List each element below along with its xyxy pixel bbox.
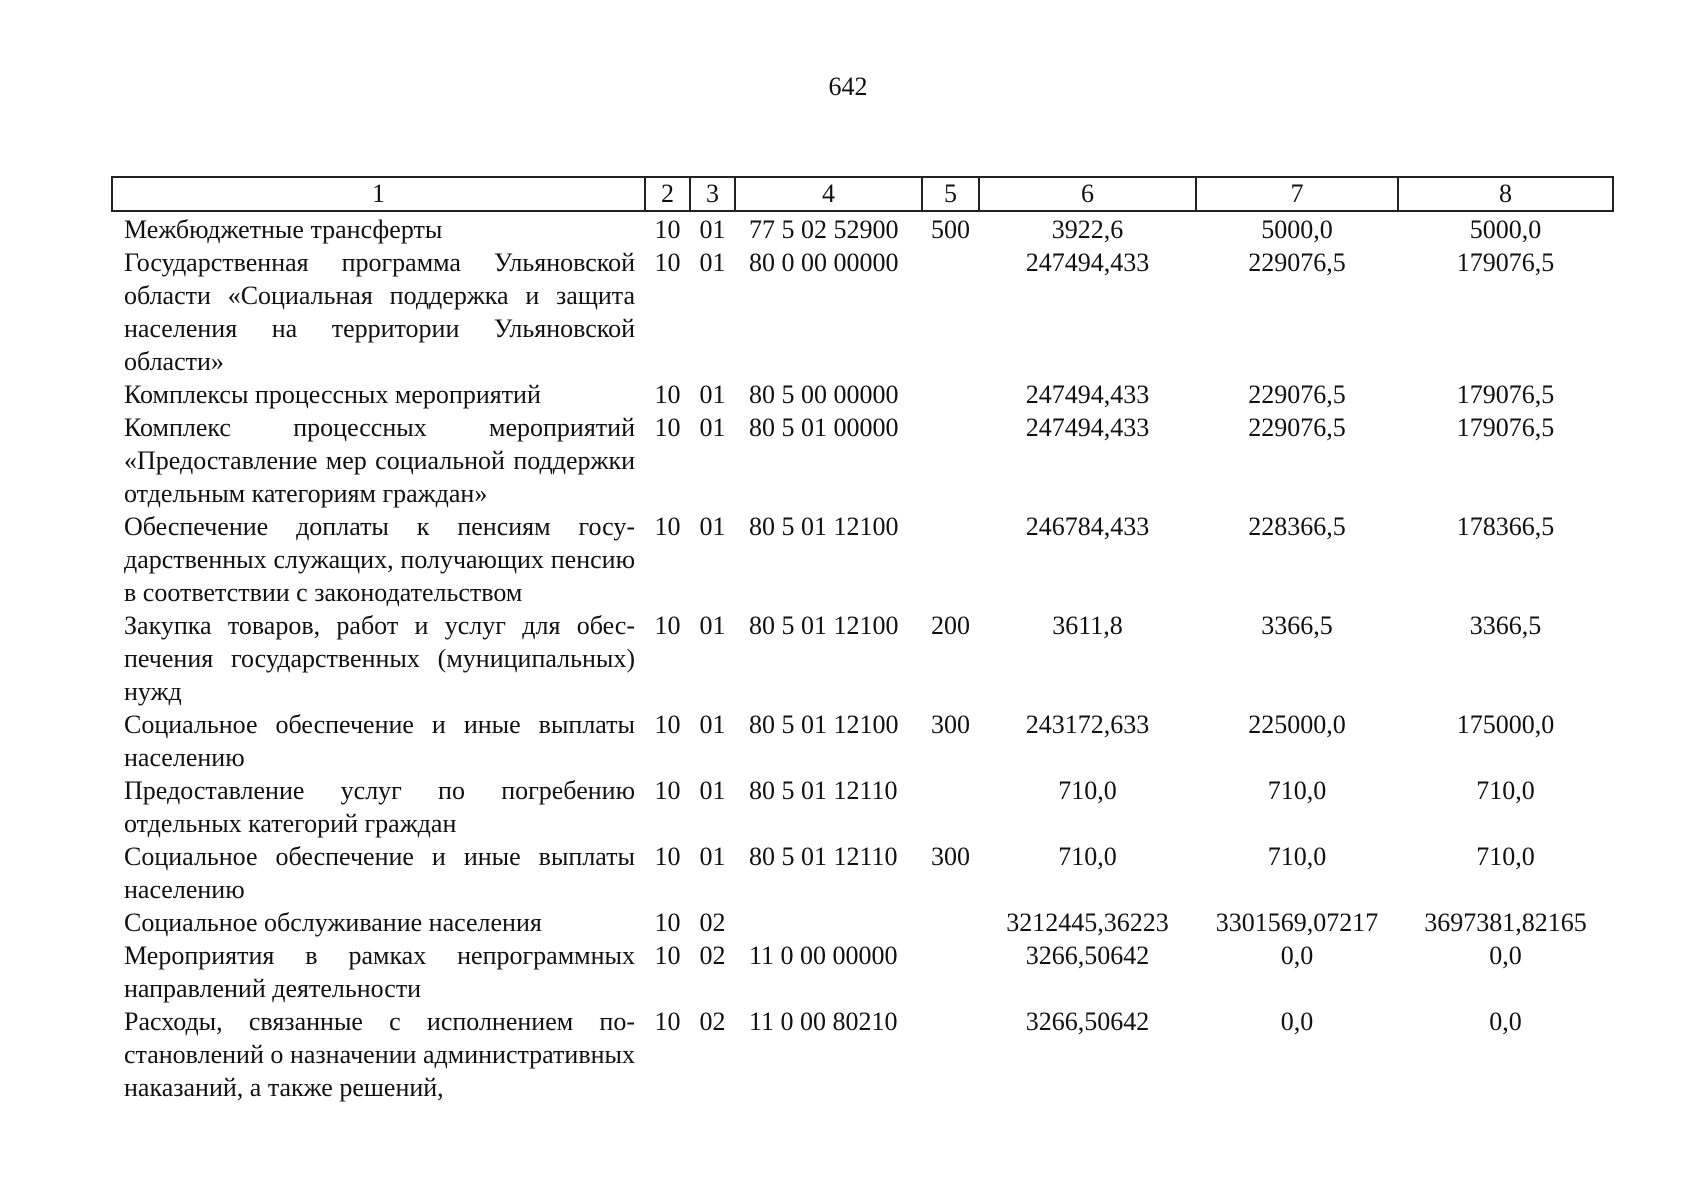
row-amount-col6: 247494,433 [1025, 380, 1150, 409]
row-subsection-code: 01 [699, 512, 726, 541]
row-section-code: 10 [654, 908, 681, 937]
column-header: 2 [645, 177, 690, 211]
row-amount-col8: 179076,5 [1456, 248, 1555, 277]
row-name: Социальное обслуживание населения [124, 908, 542, 937]
row-name: Расходы, связанные с исполнением постановлений о назначении административных наказаний, а также решений, [124, 1007, 635, 1102]
row-subsection-code: 02 [699, 908, 726, 937]
row-name: Комплексы процессных мероприятий [124, 380, 541, 409]
row-section-code: 10 [654, 512, 681, 541]
row-name: Государственная программа Ульяновской области «Социальная поддержка и защита населения на территории Ульяновской области» [124, 248, 635, 376]
row-section-code: 10 [654, 413, 681, 442]
table-row [112, 708, 1613, 774]
row-subsection-code: 01 [699, 776, 726, 805]
row-name: Социальное обеспечение и иные выплаты населению [124, 710, 635, 772]
table-row [112, 609, 1613, 708]
row-target-article-code: 80 5 01 12100 [749, 512, 899, 541]
row-target-article-code: 80 0 00 00000 [749, 248, 899, 277]
row-name: Социальное обеспечение и иные выплаты населению [124, 842, 635, 904]
row-section-code: 10 [654, 842, 681, 871]
row-section-code: 10 [654, 941, 681, 970]
row-target-article-code: 80 5 01 12100 [749, 611, 899, 640]
table-row [112, 211, 1613, 246]
row-amount-col8: 179076,5 [1456, 413, 1555, 442]
row-amount-col7: 3366,5 [1261, 611, 1333, 640]
row-amount-col6: 3266,50642 [1025, 941, 1150, 970]
table-row [112, 510, 1613, 609]
row-amount-col8: 710,0 [1476, 842, 1535, 871]
row-amount-col7: 710,0 [1267, 842, 1327, 871]
row-name: Обеспечение доплаты к пенсиям государственных служащих, получающих пенсию в соответствии с законодательством [124, 512, 635, 607]
row-amount-col6: 3266,50642 [1025, 1007, 1150, 1036]
row-amount-col6: 247494,433 [1025, 413, 1150, 442]
row-section-code: 10 [654, 776, 681, 805]
row-amount-col8: 710,0 [1476, 776, 1535, 805]
table-row [112, 906, 1613, 939]
row-expense-type-code [922, 411, 979, 510]
row-amount-col7: 710,0 [1267, 776, 1327, 805]
row-target-article-code: 80 5 01 12110 [749, 776, 898, 805]
row-target-article-code [735, 906, 922, 939]
row-expense-type-code [922, 774, 979, 840]
table-row [112, 246, 1613, 378]
row-subsection-code: 01 [699, 248, 726, 277]
row-expense-type-code [922, 906, 979, 939]
column-header: 3 [690, 177, 735, 211]
row-amount-col8: 179076,5 [1456, 380, 1555, 409]
row-subsection-code: 01 [699, 842, 726, 871]
table-row [112, 378, 1613, 411]
column-header: 8 [1398, 177, 1613, 211]
row-subsection-code: 01 [699, 710, 726, 739]
row-subsection-code: 01 [699, 413, 726, 442]
row-subsection-code: 02 [699, 941, 726, 970]
row-amount-col7: 5000,0 [1261, 215, 1333, 244]
row-section-code: 10 [654, 611, 681, 640]
row-target-article-code: 80 5 01 12110 [749, 842, 898, 871]
row-amount-col7: 0,0 [1280, 941, 1314, 970]
row-expense-type-code: 500 [931, 215, 970, 244]
row-amount-col6: 247494,433 [1025, 248, 1150, 277]
row-target-article-code: 80 5 01 12100 [749, 710, 899, 739]
row-section-code: 10 [654, 215, 681, 244]
row-expense-type-code [922, 510, 979, 609]
row-name: Закупка товаров, работ и услуг для обеспечения государственных (муниципальных) нужд [124, 611, 635, 706]
row-amount-col8: 0,0 [1489, 941, 1522, 970]
row-target-article-code: 80 5 01 00000 [749, 413, 899, 442]
row-amount-col8: 0,0 [1489, 1007, 1522, 1036]
row-amount-col6: 3212445,36223 [1006, 908, 1169, 937]
row-amount-col7: 229076,5 [1248, 413, 1346, 442]
row-amount-col7: 0,0 [1280, 1007, 1314, 1036]
row-target-article-code: 80 5 00 00000 [749, 380, 899, 409]
row-amount-col7: 3301569,07217 [1215, 908, 1379, 937]
row-amount-col6: 3611,8 [1052, 611, 1123, 640]
row-name: Мероприятия в рамках непрограммных направлений деятельности [124, 941, 635, 1003]
row-amount-col7: 229076,5 [1248, 380, 1346, 409]
budget-table [111, 176, 1614, 1104]
column-header: 5 [922, 177, 979, 211]
row-amount-col8: 3366,5 [1469, 611, 1542, 640]
row-name: Предоставление услуг по погребению отдельных категорий граждан [124, 776, 635, 838]
table-body [112, 211, 1613, 1104]
table-row [112, 1005, 1613, 1104]
row-expense-type-code [922, 1005, 979, 1104]
table-row [112, 840, 1613, 906]
column-header: 7 [1196, 177, 1398, 211]
row-name: Комплекс процессных мероприятий «Предоставление мер социальной поддержки отдельным категориям граждан» [124, 413, 635, 508]
table-row [112, 411, 1613, 510]
column-header: 6 [979, 177, 1196, 211]
table-row [112, 939, 1613, 1005]
row-amount-col6: 3922,6 [1051, 215, 1124, 244]
row-amount-col8: 178366,5 [1456, 512, 1555, 541]
row-section-code: 10 [654, 248, 681, 277]
row-amount-col6: 246784,433 [1025, 512, 1150, 541]
row-target-article-code: 77 5 02 52900 [749, 215, 899, 244]
row-subsection-code: 02 [699, 1007, 726, 1036]
page-number: 642 [828, 72, 868, 101]
row-subsection-code: 01 [699, 215, 726, 244]
row-expense-type-code: 300 [931, 842, 970, 871]
table-header-row [112, 177, 1613, 211]
row-amount-col6: 710,0 [1058, 842, 1117, 871]
row-section-code: 10 [654, 380, 681, 409]
row-amount-col6: 710,0 [1058, 776, 1117, 805]
row-section-code: 10 [654, 1007, 681, 1036]
row-expense-type-code [922, 939, 979, 1005]
row-amount-col8: 175000,0 [1456, 710, 1555, 739]
row-section-code: 10 [654, 710, 681, 739]
row-target-article-code: 11 0 00 00000 [749, 941, 898, 970]
row-expense-type-code: 300 [931, 710, 970, 739]
row-amount-col7: 225000,0 [1248, 710, 1346, 739]
column-header: 4 [735, 177, 922, 211]
row-amount-col6: 243172,633 [1025, 710, 1150, 739]
row-name: Межбюджетные трансферты [124, 215, 443, 244]
row-subsection-code: 01 [699, 380, 726, 409]
table-row [112, 774, 1613, 840]
row-expense-type-code [922, 246, 979, 378]
row-amount-col8: 3697381,82165 [1424, 908, 1587, 937]
row-expense-type-code [922, 378, 979, 411]
row-amount-col7: 229076,5 [1248, 248, 1346, 277]
column-header: 1 [112, 177, 645, 211]
row-subsection-code: 01 [699, 611, 726, 640]
row-expense-type-code: 200 [931, 611, 970, 640]
row-target-article-code: 11 0 00 80210 [749, 1007, 898, 1036]
row-amount-col8: 5000,0 [1469, 215, 1542, 244]
row-amount-col7: 228366,5 [1248, 512, 1346, 541]
